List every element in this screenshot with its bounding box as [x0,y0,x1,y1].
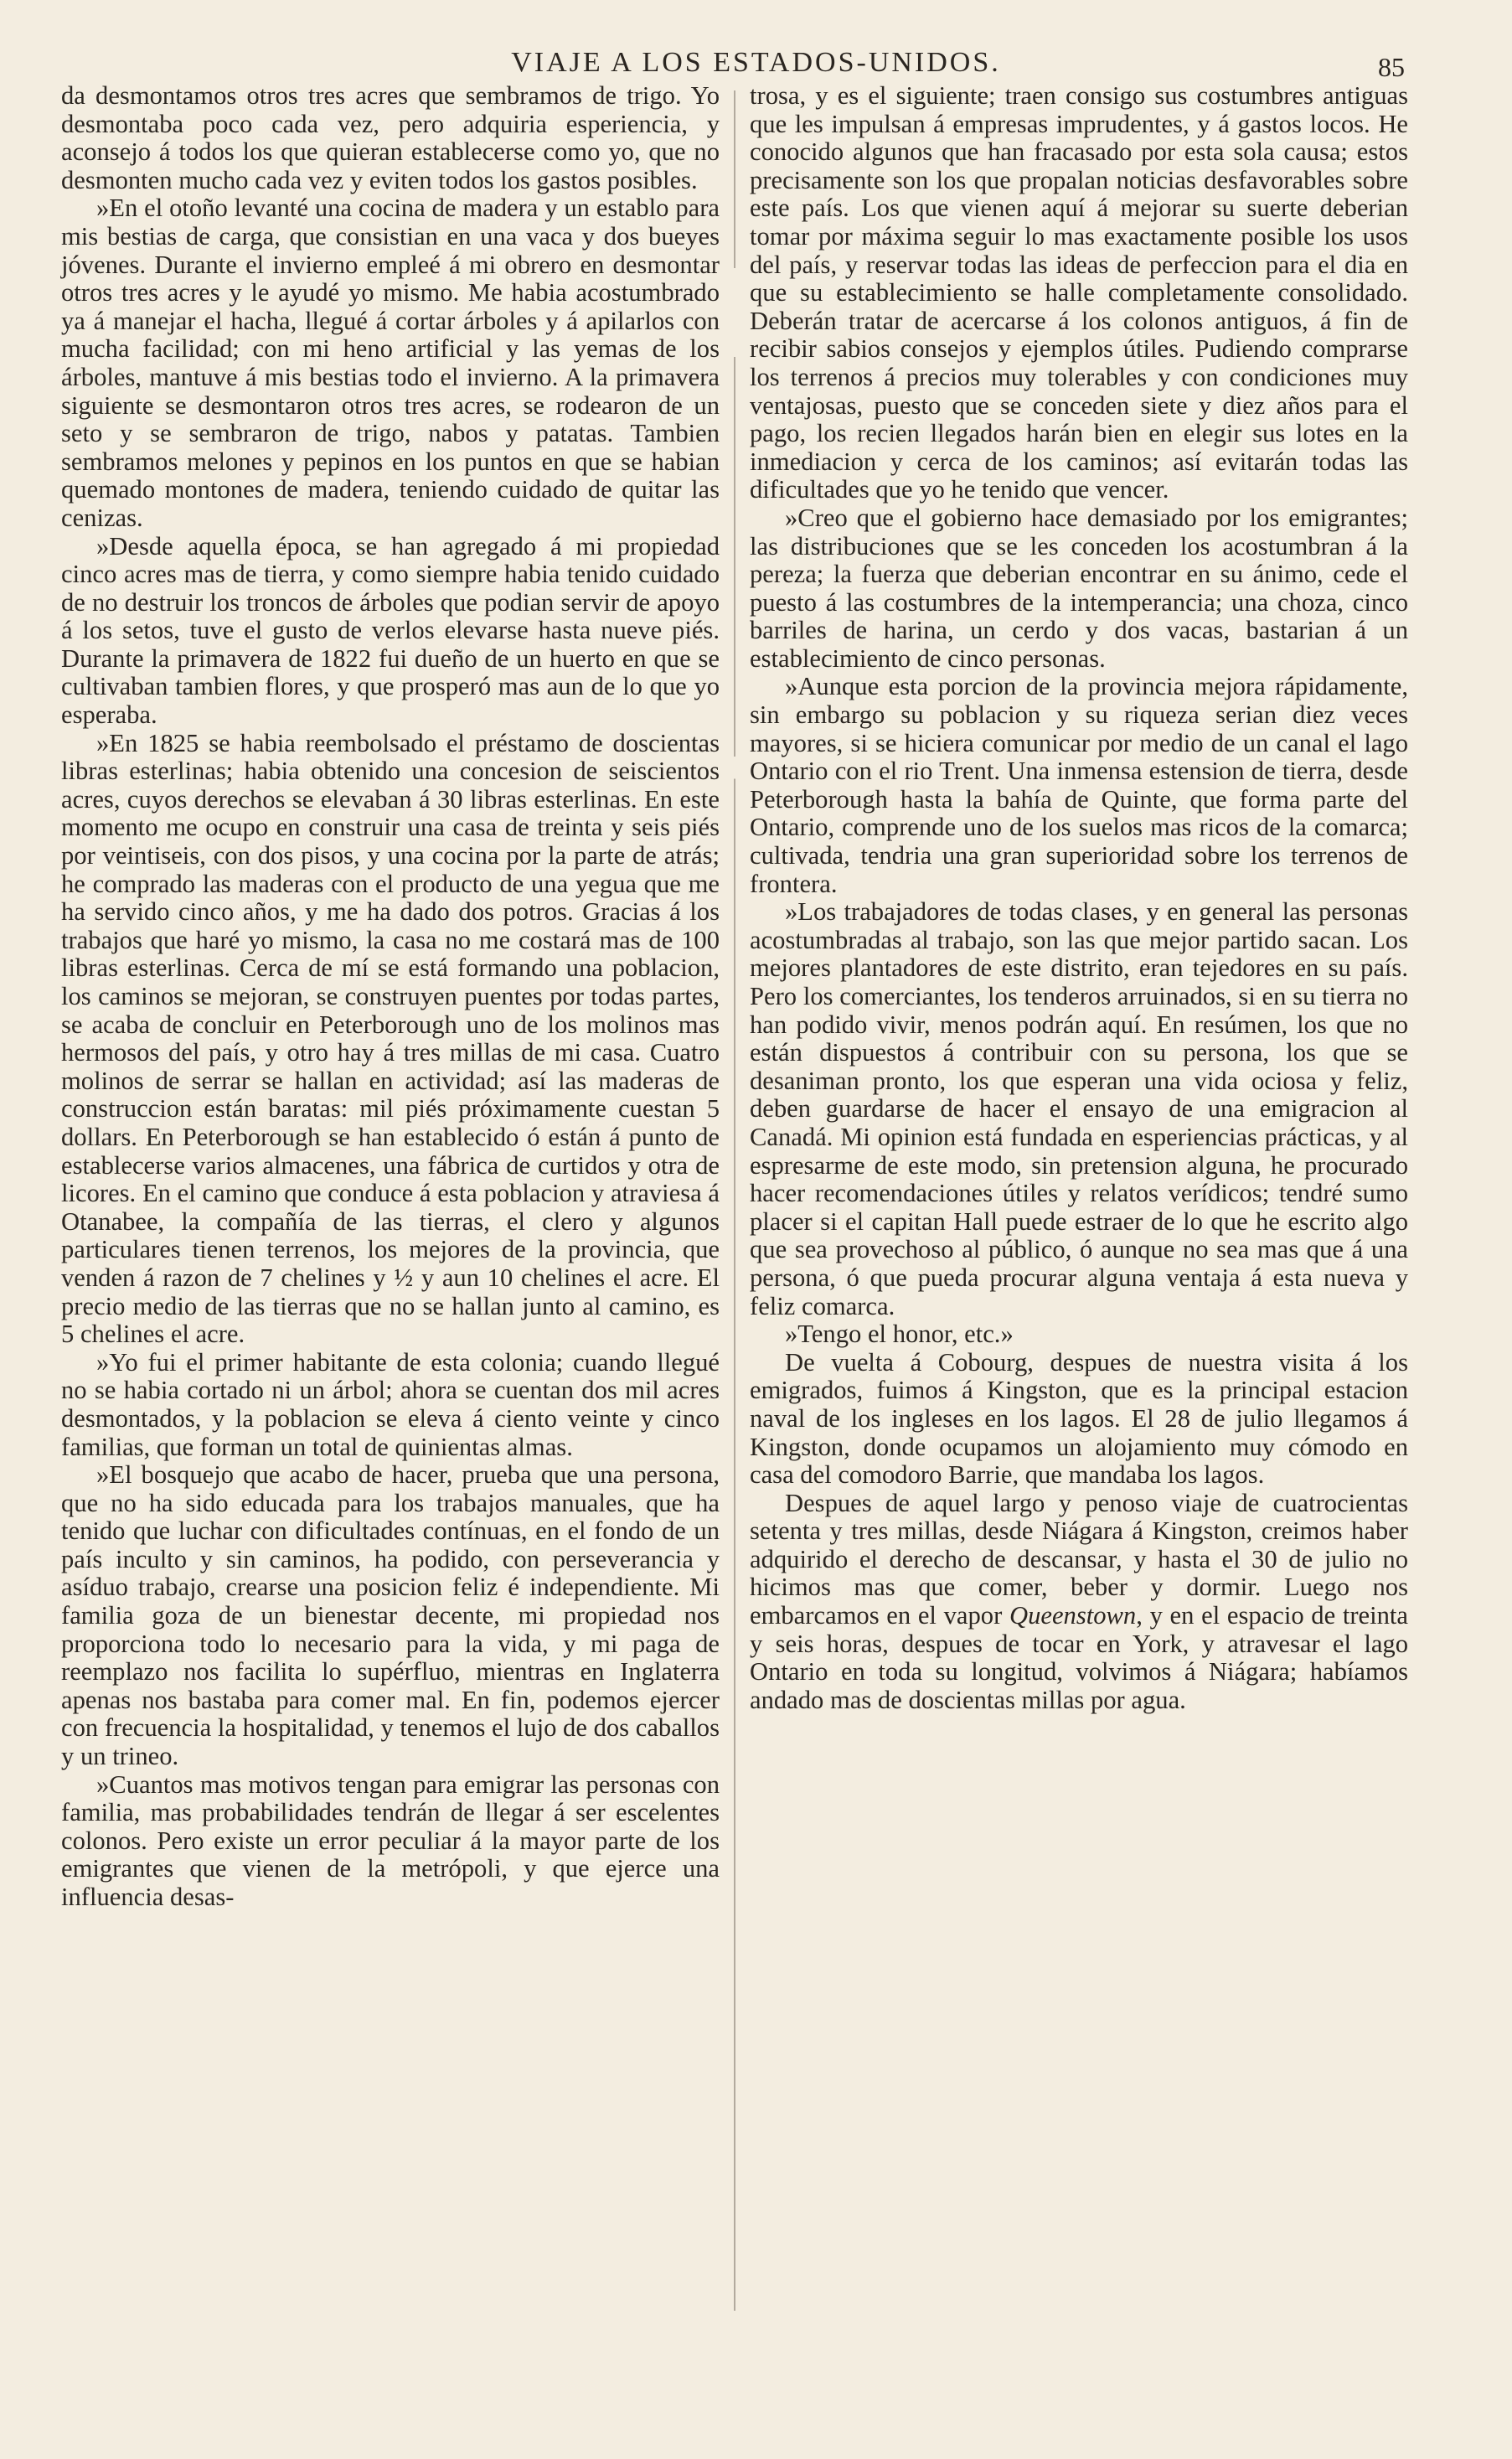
paragraph: »Tengo el honor, etc.» [785,1320,1014,1349]
paragraph: »Desde aquella época, se han agregado á mi propiedad cinco acres mas de tierra, y como siempre habia tenido cuidado de no destruir los troncos de árboles que podian servir de apoyo á los setos, tuve el gusto de verlos elevarse hasta nueve piés. Durante la primavera de 1822 fui dueño de un huerto en que se cultivaban tambien flores, y que prosperó mas aun de lo que yo esperaba. [61,531,720,730]
paragraph: »Aunque esta porcion de la provincia mejora rápidamente, sin embargo su poblacion y su riqueza serian diez veces mayores, si se hiciera comunicar por medio de un canal el lago Ontario con el rio Trent. Una inmensa estension de tierra, desde Peterborough hasta la bahía de Quinte, que forma parte del Ontario, comprende uno de los suelos mas ricos de la comarca; cultivada, tendria una gran superioridad sobre los terrenos de frontera. [750,672,1408,898]
running-title: VIAJE A LOS ESTADOS-UNIDOS. [511,47,1001,78]
paragraph: »En 1825 se habia reembolsado el préstamo de doscientas libras esterlinas; habia obtenido una concesion de seiscientos acres, cuyos derechos se elevaban á 30 libras esterlinas. En este momento me ocupo en construir una casa de treinta y seis piés por veintiseis, con dos pisos, y una cocina por la parte de atrás; he comprado las maderas con el producto de una yegua que me ha servido cinco años, y me ha dado dos potros. Gracias á los trabajos que haré yo mismo, la casa no me costará mas de 100 libras esterlinas. Cerca de mí se está formando una poblacion, los caminos se mejoran, se construyen puentes por todas partes, se acaba de concluir en Peterborough uno de los molinos mas hermosos del país, y otro hay á tres millas de mi casa. Cuatro molinos de serrar se hallan en actividad; así las maderas de construccion están baratas: mil piés próximamente cuestan 5 dollars. En Peterborough se han establecido ó están á punto de establecerse varios almacenes, una fábrica de curtidos y otra de licores. En el camino que conduce á esta poblacion y atraviesa á Otanabee, la compañía de las tierras, el clero y algunos particulares tienen terrenos, los mejores de la provincia, que venden á razon de 7 chelines y ½ y aun 10 chelines el acre. El precio medio de las tierras que no se hallan junto al camino, es 5 chelines el acre. [61,728,720,1349]
paragraph-text: , y en el espacio de treinta y seis horas, despues de tocar en York, y atravesar el lago Ontario en toda su longitud, volvimos á Niágara; habíamos andado mas de doscientas millas por agua. [750,1601,1409,1714]
column-rule [734,90,735,2311]
paragraph: »Yo fui el primer habitante de esta colonia; cuando llegué no se habia cortado ni un árbol; ahora se cuentan dos mil acres desmontados, y la poblacion se eleva á ciento veinte y cinco familias, que forman un total de quinientas almas. [61,1347,720,1461]
paragraph: da desmontamos otros tres acres que sembramos de trigo. Yo desmontaba poco cada vez, pero adquiria esperiencia, y aconsejo á todos los que quieran establecerse como yo, que no desmonten mucho cada vez y eviten todos los gastos posibles. [61,81,720,194]
paragraph: »En el otoño levanté una cocina de madera y un establo para mis bestias de carga, que consistian en una vaca y dos bueyes jóvenes. Durante el invierno empleé á mi obrero en desmontar otros tres acres y le ayudé yo mismo. Me habia acostumbrado ya á manejar el hacha, llegué á cortar árboles y á apilarlos con mucha facilidad; con mi heno artificial y las yemas de los árboles, mantuve á mis bestias todo el invierno. A la primavera siguiente se desmontaron otros tres acres, se rodearon de un seto y se sembraron de trigo, nabos y patatas. Tambien sembramos melones y pepinos en los puntos en que se habian quemado montones de madera, teniendo cuidado de quitar las cenizas. [61,194,720,532]
paragraph [750,1490,1408,1715]
paragraph: »Cuantos mas motivos tengan para emigrar las personas con familia, mas probabilidades tendrán de llegar á ser escelentes colonos. Pero existe un error peculiar á la mayor parte de los emigrantes que vienen de la metrópoli, y que ejerce una influencia desas- [61,1769,720,1911]
paragraph-text: Despues de aquel largo y penoso viaje de cuatrocientas setenta y tres millas, desde Niágara á Kingston, creimos haber adquirido el derecho de descansar, y hasta el 30 de julio no hicimos mas que comer, beber y dormir. Luego nos embarcamos en el vapor [750,1488,1408,1630]
ship-name: Queenstown [1009,1601,1137,1630]
paragraph: trosa, y es el siguiente; traen consigo sus costumbres antiguas que les impulsan á empresas imprudentes, y á gastos locos. He conocido algunos que han fracasado por esta sola causa; estos precisamente son los que propalan noticias desfavorables sobre este país. Los que vienen aquí á mejorar su suerte deberian tomar por máxima seguir lo mas exactamente posible los usos del país, y reservar todas las ideas de perfeccion para el dia en que su establecimiento se halle completamente consolidado. Deberán tratar de acercarse á los colonos antiguos, á fin de recibir sabios consejos y ejemplos útiles. Pudiendo comprarse los terrenos á precios muy tolerables y con condiciones muy ventajosas, puesto que se conceden siete y diez años para el pago, los recien llegados harán bien en elegir sus lotes en la inmediacion y cerca de los caminos; así evitarán todas las dificultades que yo he tenido que vencer. [750,81,1408,504]
page-number: 85 [1378,52,1405,82]
paragraph: »El bosquejo que acabo de hacer, prueba que una persona, que no ha sido educada para los trabajos manuales, que ha tenido que luchar con dificultades contínuas, en el fondo de un país inculto y sin caminos, ha podido, con perseverancia y asíduo trabajo, crearse una posicion feliz é independiente. Mi familia goza de un bienestar decente, mi propiedad nos proporciona todo lo necesario para la vida, y mi paga de reemplazo nos facilita lo supérfluo, mientras en Inglaterra apenas nos bastaba para comer mal. En fin, podemos ejercer con frecuencia la hospitalidad, y tenemos el lujo de dos caballos y un trineo. [61,1460,720,1771]
paragraph: De vuelta á Cobourg, despues de nuestra visita á los emigrados, fuimos á Kingston, que es la principal estacion naval de los ingleses en los lagos. El 28 de julio llegamos á Kingston, donde ocupamos un alojamiento muy cómodo en casa del comodoro Barrie, que mandaba los lagos. [750,1347,1408,1490]
paragraph: »Los trabajadores de todas clases, y en general las personas acostumbradas al trabajo, son las que mejor partido sacan. Los mejores plantadores de este distrito, eran tejedores en su país. Pero los comerciantes, los tenderos arruinados, si en su tierra no han podido vivir, menos podrán aquí. En resúmen, los que no están dispuestos á contribuir con su persona, los que se desaniman pronto, los que esperan una vida ociosa y feliz, deben guardarse de hacer el ensayo de una emigracion al Canadá. Mi opinion está fundada en esperiencias prácticas, y al espresarme de este modo, sin pretension alguna, he procurado hacer recomendaciones útiles y relatos verídicos; tendré sumo placer si el capitan Hall puede estraer de lo que he escrito algo que sea provechoso al público, ó aunque no sea mas que á una persona, ó que pueda procurar alguna ventaja á esta nueva y feliz comarca. [750,897,1408,1320]
paragraph: »Creo que el gobierno hace demasiado por los emigrantes; las distribuciones que se les conceden los acostumbran á la pereza; la fuerza que deberian encontrar en su ánimo, cede el puesto á las costumbres de la intemperancia; una choza, cinco barriles de harina, un cerdo y dos vacas, bastarian á un establecimiento de cinco personas. [750,503,1408,673]
right-column [750,82,1408,1714]
left-column [61,82,720,1912]
running-head [0,44,1512,85]
